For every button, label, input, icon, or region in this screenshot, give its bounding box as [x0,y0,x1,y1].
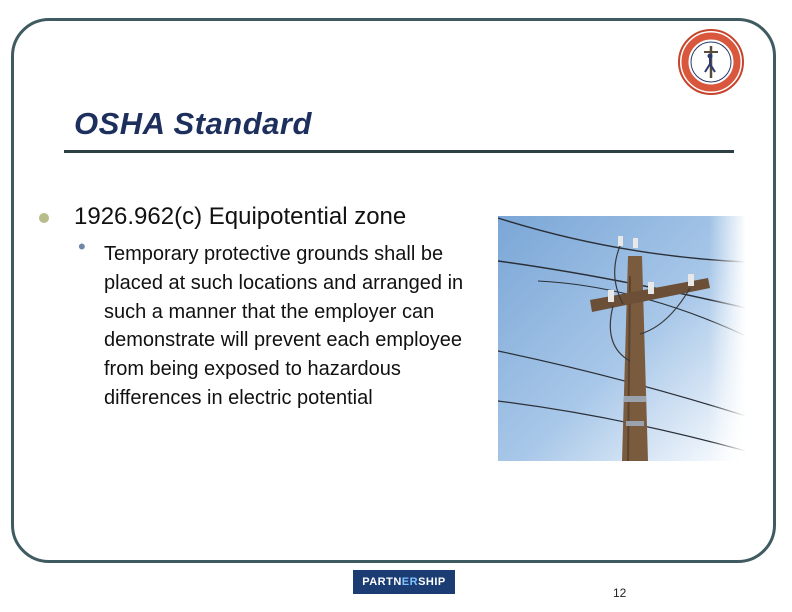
partnership-text-right: SHIP [418,576,446,588]
partnership-text-left: PARTN [362,576,402,588]
title-underline [64,150,734,153]
bullet-sub-marker: • [78,234,86,259]
electrical-partnership-seal-icon [677,28,745,96]
bullet-sub-text: Temporary protective grounds shall be placed at such locations and arranged in such a manner that the employer can demonstrate will prevent each employee from being exposed to hazardous differences in electric potential [104,243,464,409]
partnership-logo [353,570,455,594]
utility-pole-photo [498,216,746,461]
bullet-main-text: 1926.962(c) Equipotential zone [74,203,407,230]
bullet-main-marker [39,213,49,223]
partnership-text-mid: ER [401,576,419,588]
slide-title: OSHA Standard [74,106,312,141]
page-number: 12 [613,586,627,600]
